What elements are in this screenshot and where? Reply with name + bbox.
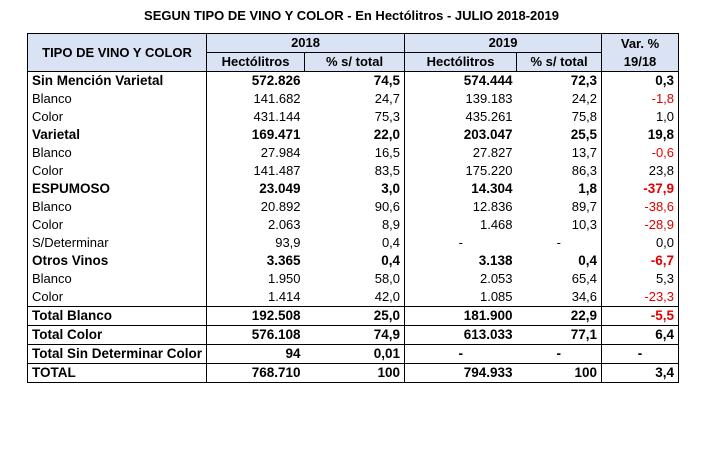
variation-cell: -23,3 [602,288,679,307]
variation-cell: -38,6 [602,198,679,216]
hectolitros-2018-cell: 23.049 [259,181,301,196]
table-row [28,108,679,126]
variation-cell: 0,3 [602,72,679,91]
pct-2018-cell: 16,5 [305,144,405,162]
pct-2018-cell: 90,6 [305,198,405,216]
row-label: Color [28,162,207,180]
total-row [28,307,679,326]
table-row [28,72,679,91]
hectolitros-2019-cell: 203.047 [463,127,513,142]
hectolitros-2019-cell: 1.468 [479,217,513,232]
hectolitros-2018-cell: 572.826 [251,73,301,88]
pct-2019-cell: 1,8 [517,180,602,198]
variation-cell: -37,9 [602,180,679,198]
pct-2018-cell: 8,9 [305,216,405,234]
hectolitros-2018-cell: 93,9 [275,235,301,250]
variation-cell: -1,8 [602,90,679,108]
pct-2019-cell: 0,4 [517,252,602,270]
pct-2018-cell: 22,0 [305,126,405,144]
header-variation [602,34,679,72]
variation-cell: -28,9 [602,216,679,234]
row-label: Blanco [28,270,207,288]
hectolitros-2019-cell: 613.033 [405,326,517,345]
hectolitros-2019-cell: 14.304 [471,181,513,196]
header-variation-line1: Var. % [620,35,660,51]
hectolitros-2019-cell: 27.827 [472,145,513,160]
hectolitros-2019-cell: - [458,235,463,250]
variation-cell: -5,5 [602,307,679,326]
pct-2019-cell: - [517,234,602,252]
hectolitros-2018-cell: 431.144 [253,109,301,124]
total-row [28,326,679,345]
variation-cell: -0,6 [602,144,679,162]
hectolitros-2019-cell: 2.053 [479,271,513,286]
hectolitros-2018-cell: 1.414 [207,288,305,307]
table-row [28,180,679,198]
variation-cell: 23,8 [602,162,679,180]
row-label: Total Color [28,326,207,345]
variation-cell: -6,7 [602,252,679,270]
pct-2018-cell: 100 [305,364,405,383]
hectolitros-2018-cell: 768.710 [207,364,305,383]
pct-2019-cell: 25,5 [517,126,602,144]
hectolitros-2018-cell: 2.063 [267,217,301,232]
table-row [28,252,679,270]
variation-cell: 19,8 [602,126,679,144]
row-label: TOTAL [28,364,207,383]
row-label: Otros Vinos [28,252,207,270]
pct-2019-cell: 86,3 [517,162,602,180]
pct-2019-cell: - [517,345,602,364]
table-body [28,72,679,307]
pct-2019-cell: 13,7 [517,144,602,162]
table-totals [28,307,679,383]
table-row [28,234,679,252]
hectolitros-2018-cell: 94 [207,345,305,364]
pct-2019-cell: 10,3 [517,216,602,234]
variation-cell: - [602,345,679,364]
hectolitros-2019-cell: 435.261 [465,109,513,124]
row-label: Color [28,108,207,126]
row-label: S/Determinar [28,234,207,252]
pct-2019-cell: 77,1 [517,326,602,345]
hectolitros-2019-cell: 181.900 [405,307,517,326]
row-label: Sin Mención Varietal [28,72,207,91]
pct-2018-cell: 0,4 [305,234,405,252]
variation-cell: 5,3 [602,270,679,288]
pct-2018-cell: 0,4 [305,252,405,270]
pct-2018-cell: 25,0 [305,307,405,326]
hectolitros-2018-cell: 141.682 [253,91,301,106]
pct-2018-cell: 0,01 [305,345,405,364]
variation-cell: 1,0 [602,108,679,126]
row-label: Blanco [28,90,207,108]
row-label: Blanco [28,198,207,216]
hectolitros-2019-cell: 175.220 [465,163,513,178]
header-hectolitros-2019: Hectólitros [405,53,517,72]
table-title: SEGUN TIPO DE VINO Y COLOR - En Hectólitros - JULIO 2018-2019 [144,8,559,23]
header-year-2019: 2019 [405,34,602,53]
header-variation-line2: 19/18 [623,53,657,69]
hectolitros-2018-cell: 141.487 [253,163,301,178]
hectolitros-2019-cell: 794.933 [405,364,517,383]
hectolitros-2019-cell: 139.183 [465,91,513,106]
wine-volume-table [27,33,679,383]
total-row [28,345,679,364]
total-row [28,364,679,383]
pct-2019-cell: 89,7 [517,198,602,216]
table-row [28,90,679,108]
pct-2019-cell: 65,4 [517,270,602,288]
header-pct-2018: % s/ total [305,53,405,72]
table-row [28,288,679,307]
variation-cell: 6,4 [602,326,679,345]
pct-2018-cell: 3,0 [305,180,405,198]
table-header [28,34,679,72]
hectolitros-2018-cell: 169.471 [251,127,301,142]
hectolitros-2018-cell: 576.108 [207,326,305,345]
header-year-2018: 2018 [207,34,405,53]
hectolitros-2019-cell: - [405,345,517,364]
row-label: Blanco [28,144,207,162]
pct-2018-cell: 75,3 [305,108,405,126]
pct-2019-cell: 34,6 [517,288,602,307]
pct-2018-cell: 58,0 [305,270,405,288]
pct-2018-cell: 74,9 [305,326,405,345]
hectolitros-2018-cell: 27.984 [260,145,301,160]
hectolitros-2019-cell: 3.138 [478,253,513,268]
row-label: Varietal [28,126,207,144]
pct-2018-cell: 83,5 [305,162,405,180]
variation-cell: 3,4 [602,364,679,383]
table-row [28,144,679,162]
hectolitros-2018-cell: 20.892 [260,199,301,214]
row-label: Color [28,288,207,307]
pct-2018-cell: 24,7 [305,90,405,108]
hectolitros-2019-cell: 574.444 [463,73,513,88]
hectolitros-2019-cell: 12.836 [472,199,513,214]
pct-2019-cell: 22,9 [517,307,602,326]
pct-2019-cell: 100 [517,364,602,383]
header-hectolitros-2018: Hectólitros [207,53,305,72]
pct-2019-cell: 75,8 [517,108,602,126]
pct-2019-cell: 24,2 [517,90,602,108]
pct-2018-cell: 74,5 [305,72,405,91]
row-label: ESPUMOSO [28,180,207,198]
row-label: Total Blanco [28,307,207,326]
pct-2018-cell: 42,0 [305,288,405,307]
pct-2019-cell: 72,3 [517,72,602,91]
hectolitros-2019-cell: 1.085 [405,288,517,307]
table-row [28,198,679,216]
row-label: Color [28,216,207,234]
variation-cell: 0,0 [602,234,679,252]
hectolitros-2018-cell: 192.508 [207,307,305,326]
table-row [28,270,679,288]
table-row [28,162,679,180]
row-label: Total Sin Determinar Color [28,345,207,364]
header-pct-2019: % s/ total [517,53,602,72]
header-wine-type: TIPO DE VINO Y COLOR [28,34,207,72]
hectolitros-2018-cell: 3.365 [266,253,301,268]
table-row [28,216,679,234]
table-row [28,126,679,144]
hectolitros-2018-cell: 1.950 [267,271,301,286]
